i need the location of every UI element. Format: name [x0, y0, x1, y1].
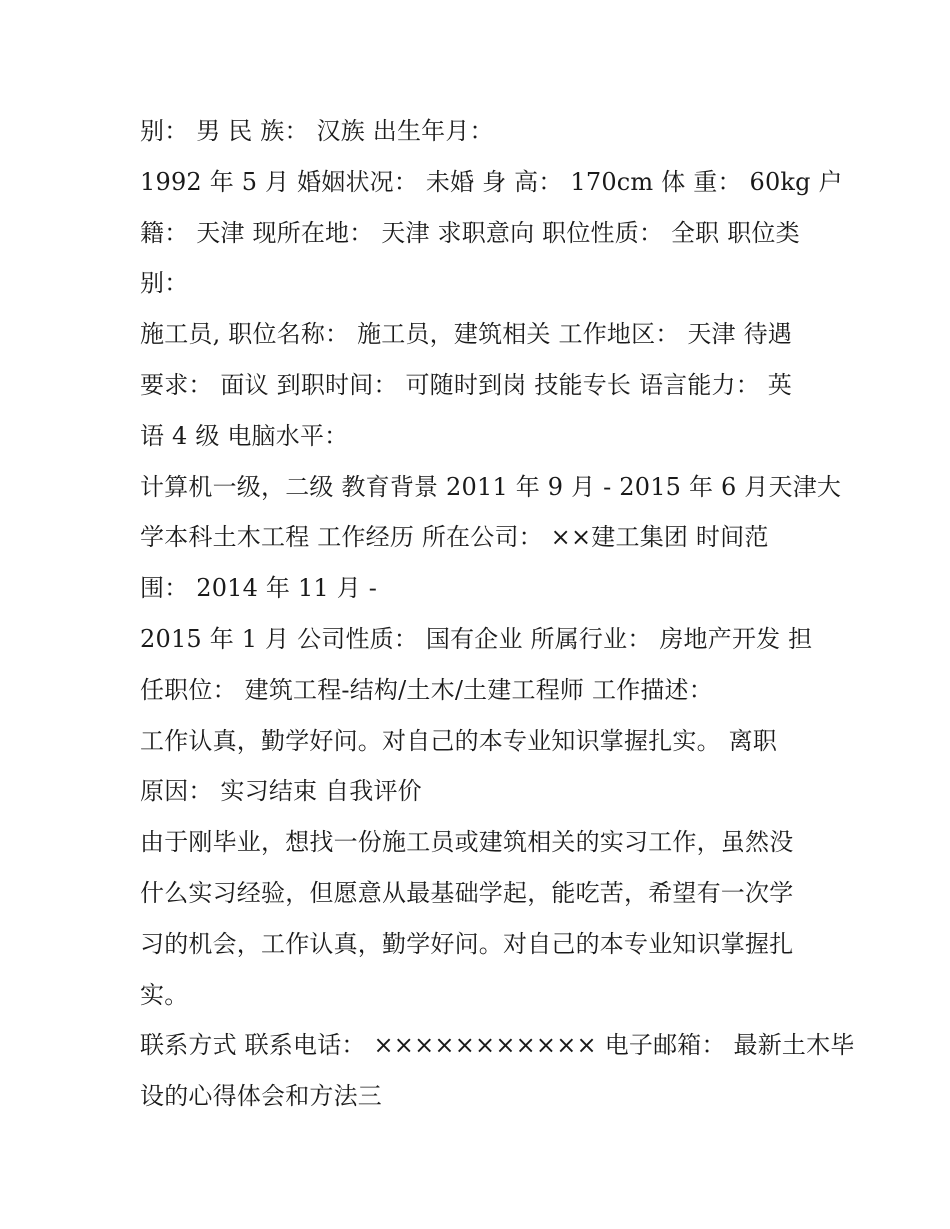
text-line: 实。	[140, 980, 189, 1009]
text-line: 原因： 实习结束 自我评价	[140, 777, 422, 806]
text-line: 联系方式 联系电话： ××××××××××× 电子邮箱： 最新土木毕	[140, 1031, 855, 1060]
document-body	[140, 106, 855, 1122]
text-line: 别：	[140, 269, 189, 298]
text-line: 1992 年 5 月 婚姻状况： 未婚 身 高： 170cm 体 重： 60kg 户	[140, 167, 843, 196]
text-line: 工作认真，勤学好问。对自己的本专业知识掌握扎实。 离职	[140, 726, 778, 755]
text-line: 习的机会，工作认真，勤学好问。对自己的本专业知识掌握扎	[140, 929, 794, 958]
text-line: 语 4 级 电脑水平：	[140, 421, 349, 450]
text-line: 学本科土木工程 工作经历 所在公司： ××建工集团 时间范	[140, 523, 769, 552]
text-line: 计算机一级，二级 教育背景 2011 年 9 月 - 2015 年 6 月天津大	[140, 472, 842, 501]
text-line: 施工员, 职位名称： 施工员，建筑相关 工作地区： 天津 待遇	[140, 320, 792, 349]
text-line: 2015 年 1 月 公司性质： 国有企业 所属行业： 房地产开发 担	[140, 624, 813, 653]
text-line: 别： 男 民 族： 汉族 出生年月：	[140, 117, 494, 145]
text-line: 要求： 面议 到职时间： 可随时到岗 技能专长 语言能力： 英	[140, 370, 792, 399]
text-line: 什么实习经验，但愿意从最基础学起，能吃苦，希望有一次学	[140, 878, 794, 907]
text-line: 任职位： 建筑工程-结构/土木/土建工程师 工作描述：	[140, 675, 713, 704]
text-line: 设的心得体会和方法三	[140, 1082, 382, 1111]
text-line: 由于刚毕业，想找一份施工员或建筑相关的实习工作，虽然没	[140, 828, 794, 857]
text-line: 籍： 天津 现所在地： 天津 求职意向 职位性质： 全职 职位类	[140, 218, 800, 247]
text-line: 围： 2014 年 11 月 -	[140, 574, 378, 603]
